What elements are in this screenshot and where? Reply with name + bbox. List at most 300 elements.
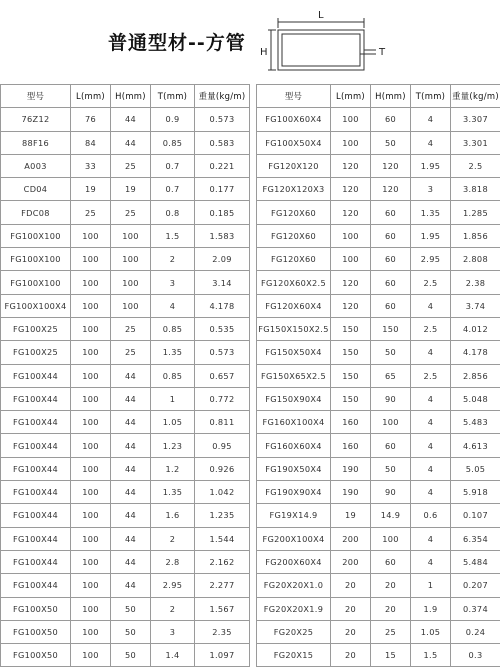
- right-thickness-cell: 4: [411, 387, 451, 410]
- left-weight-cell: 0.573: [195, 108, 250, 131]
- left-length-cell: 100: [71, 457, 111, 480]
- page-header: [0, 0, 500, 84]
- page-title: 普通型材--方管: [108, 28, 246, 55]
- right-model-cell: FG190X90X4: [257, 481, 331, 504]
- right-model-cell: FG120X120: [257, 154, 331, 177]
- left-weight-cell: 0.926: [195, 457, 250, 480]
- square-tube-spec-table: [0, 84, 500, 667]
- left-thickness-cell: 2.8: [151, 550, 195, 573]
- left-height-cell: 100: [111, 248, 151, 271]
- left-height-cell: 19: [111, 178, 151, 201]
- right-thickness-cell: 1.95: [411, 224, 451, 247]
- left-length-cell: 100: [71, 294, 111, 317]
- left-thickness-cell: 0.85: [151, 131, 195, 154]
- left-thickness-cell: 2.95: [151, 574, 195, 597]
- right-weight-cell: 5.05: [451, 457, 500, 480]
- table-body: [1, 108, 500, 667]
- header-height-left: H(mm): [111, 85, 151, 108]
- right-model-cell: FG200X100X4: [257, 527, 331, 550]
- right-height-cell: 60: [371, 108, 411, 131]
- table-row: [1, 341, 500, 364]
- right-height-cell: 90: [371, 387, 411, 410]
- table-gap: [250, 504, 257, 527]
- right-height-cell: 120: [371, 178, 411, 201]
- right-length-cell: 20: [331, 597, 371, 620]
- left-thickness-cell: 1.2: [151, 457, 195, 480]
- left-height-cell: 25: [111, 341, 151, 364]
- left-weight-cell: 0.573: [195, 341, 250, 364]
- right-height-cell: 120: [371, 154, 411, 177]
- right-model-cell: FG120X120X3: [257, 178, 331, 201]
- left-weight-cell: 4.178: [195, 294, 250, 317]
- right-length-cell: 20: [331, 574, 371, 597]
- right-weight-cell: 5.484: [451, 550, 500, 573]
- left-height-cell: 100: [111, 294, 151, 317]
- right-thickness-cell: 1.05: [411, 620, 451, 643]
- header-height-right: H(mm): [371, 85, 411, 108]
- left-height-cell: 25: [111, 154, 151, 177]
- left-model-cell: FG100X100: [1, 271, 71, 294]
- left-length-cell: 100: [71, 224, 111, 247]
- table-gap: [250, 85, 257, 108]
- right-weight-cell: 0.3: [451, 644, 500, 667]
- table-row: [1, 387, 500, 410]
- right-height-cell: 20: [371, 597, 411, 620]
- left-thickness-cell: 1.35: [151, 481, 195, 504]
- left-length-cell: 100: [71, 317, 111, 340]
- left-length-cell: 100: [71, 574, 111, 597]
- table-row: [1, 481, 500, 504]
- left-model-cell: FG100X44: [1, 574, 71, 597]
- right-thickness-cell: 4: [411, 108, 451, 131]
- right-model-cell: FG160X100X4: [257, 411, 331, 434]
- right-height-cell: 60: [371, 224, 411, 247]
- right-weight-cell: 3.307: [451, 108, 500, 131]
- left-height-cell: 44: [111, 387, 151, 410]
- left-weight-cell: 0.535: [195, 317, 250, 340]
- right-length-cell: 150: [331, 364, 371, 387]
- left-height-cell: 44: [111, 434, 151, 457]
- header-model-left: 型号: [1, 85, 71, 108]
- right-weight-cell: 6.354: [451, 527, 500, 550]
- left-thickness-cell: 0.7: [151, 154, 195, 177]
- left-model-cell: FG100X44: [1, 364, 71, 387]
- table-row: [1, 201, 500, 224]
- left-weight-cell: 3.14: [195, 271, 250, 294]
- right-length-cell: 160: [331, 434, 371, 457]
- left-height-cell: 44: [111, 364, 151, 387]
- right-weight-cell: 5.918: [451, 481, 500, 504]
- left-thickness-cell: 0.9: [151, 108, 195, 131]
- left-thickness-cell: 0.85: [151, 364, 195, 387]
- right-model-cell: FG150X50X4: [257, 341, 331, 364]
- right-weight-cell: 1.285: [451, 201, 500, 224]
- right-model-cell: FG150X90X4: [257, 387, 331, 410]
- right-length-cell: 120: [331, 154, 371, 177]
- left-thickness-cell: 1: [151, 387, 195, 410]
- right-length-cell: 120: [331, 271, 371, 294]
- left-length-cell: 100: [71, 341, 111, 364]
- right-weight-cell: 0.207: [451, 574, 500, 597]
- right-height-cell: 20: [371, 574, 411, 597]
- left-model-cell: CD04: [1, 178, 71, 201]
- right-thickness-cell: 4: [411, 411, 451, 434]
- left-model-cell: A003: [1, 154, 71, 177]
- left-length-cell: 100: [71, 481, 111, 504]
- left-weight-cell: 0.221: [195, 154, 250, 177]
- right-height-cell: 100: [371, 527, 411, 550]
- left-length-cell: 25: [71, 201, 111, 224]
- left-thickness-cell: 2: [151, 527, 195, 550]
- right-model-cell: FG120X60X4: [257, 294, 331, 317]
- table-gap: [250, 108, 257, 131]
- right-weight-cell: 0.107: [451, 504, 500, 527]
- left-model-cell: FG100X100X4: [1, 294, 71, 317]
- right-model-cell: FG120X60: [257, 201, 331, 224]
- header-weight-right: 重量(kg/m): [451, 85, 500, 108]
- right-thickness-cell: 2.5: [411, 317, 451, 340]
- table-gap: [250, 574, 257, 597]
- right-height-cell: 50: [371, 131, 411, 154]
- right-weight-cell: 4.178: [451, 341, 500, 364]
- left-model-cell: FG100X25: [1, 341, 71, 364]
- right-length-cell: 190: [331, 481, 371, 504]
- table-gap: [250, 364, 257, 387]
- table-gap: [250, 597, 257, 620]
- left-thickness-cell: 0.8: [151, 201, 195, 224]
- left-length-cell: 100: [71, 644, 111, 667]
- right-weight-cell: 1.856: [451, 224, 500, 247]
- left-weight-cell: 0.657: [195, 364, 250, 387]
- left-model-cell: FG100X44: [1, 457, 71, 480]
- left-length-cell: 100: [71, 597, 111, 620]
- left-model-cell: FG100X44: [1, 550, 71, 573]
- left-length-cell: 100: [71, 620, 111, 643]
- right-weight-cell: 3.818: [451, 178, 500, 201]
- right-height-cell: 90: [371, 481, 411, 504]
- right-thickness-cell: 1.95: [411, 154, 451, 177]
- right-length-cell: 100: [331, 248, 371, 271]
- right-weight-cell: 5.048: [451, 387, 500, 410]
- right-thickness-cell: 1.5: [411, 644, 451, 667]
- right-length-cell: 150: [331, 387, 371, 410]
- left-weight-cell: 1.042: [195, 481, 250, 504]
- right-model-cell: FG120X60X2.5: [257, 271, 331, 294]
- left-model-cell: FG100X50: [1, 597, 71, 620]
- left-model-cell: 76Z12: [1, 108, 71, 131]
- right-height-cell: 60: [371, 201, 411, 224]
- right-model-cell: FG200X60X4: [257, 550, 331, 573]
- left-height-cell: 44: [111, 108, 151, 131]
- left-length-cell: 76: [71, 108, 111, 131]
- right-model-cell: FG150X65X2.5: [257, 364, 331, 387]
- right-weight-cell: 2.38: [451, 271, 500, 294]
- table-gap: [250, 550, 257, 573]
- left-thickness-cell: 1.35: [151, 341, 195, 364]
- left-length-cell: 100: [71, 434, 111, 457]
- left-length-cell: 100: [71, 364, 111, 387]
- tube-inner-outline: [282, 34, 360, 66]
- table-gap: [250, 178, 257, 201]
- right-height-cell: 100: [371, 411, 411, 434]
- left-height-cell: 44: [111, 550, 151, 573]
- left-height-cell: 50: [111, 644, 151, 667]
- left-weight-cell: 1.097: [195, 644, 250, 667]
- table-gap: [250, 248, 257, 271]
- right-length-cell: 100: [331, 224, 371, 247]
- left-height-cell: 44: [111, 574, 151, 597]
- right-weight-cell: 2.5: [451, 154, 500, 177]
- left-weight-cell: 1.583: [195, 224, 250, 247]
- right-thickness-cell: 4: [411, 294, 451, 317]
- right-length-cell: 120: [331, 294, 371, 317]
- left-weight-cell: 1.235: [195, 504, 250, 527]
- left-height-cell: 25: [111, 201, 151, 224]
- right-length-cell: 20: [331, 644, 371, 667]
- left-weight-cell: 0.583: [195, 131, 250, 154]
- length-label: L: [318, 10, 324, 21]
- right-thickness-cell: 2.5: [411, 364, 451, 387]
- left-height-cell: 44: [111, 481, 151, 504]
- left-weight-cell: 1.567: [195, 597, 250, 620]
- right-weight-cell: 5.483: [451, 411, 500, 434]
- table-gap: [250, 317, 257, 340]
- table-row: [1, 504, 500, 527]
- header-thickness-right: T(mm): [411, 85, 451, 108]
- table-header-row: [1, 85, 500, 108]
- header-length-left: L(mm): [71, 85, 111, 108]
- right-height-cell: 60: [371, 248, 411, 271]
- left-weight-cell: 2.09: [195, 248, 250, 271]
- left-model-cell: FG100X100: [1, 248, 71, 271]
- table-row: [1, 364, 500, 387]
- table-row: [1, 574, 500, 597]
- left-length-cell: 100: [71, 248, 111, 271]
- right-length-cell: 100: [331, 108, 371, 131]
- right-length-cell: 200: [331, 550, 371, 573]
- square-tube-diagram: [258, 8, 398, 78]
- right-model-cell: FG19X14.9: [257, 504, 331, 527]
- left-weight-cell: 0.95: [195, 434, 250, 457]
- table-gap: [250, 154, 257, 177]
- right-length-cell: 150: [331, 317, 371, 340]
- left-thickness-cell: 1.05: [151, 411, 195, 434]
- right-thickness-cell: 4: [411, 550, 451, 573]
- right-height-cell: 65: [371, 364, 411, 387]
- right-thickness-cell: 4: [411, 457, 451, 480]
- right-height-cell: 60: [371, 434, 411, 457]
- right-length-cell: 150: [331, 341, 371, 364]
- table-gap: [250, 481, 257, 504]
- right-model-cell: FG20X20X1.9: [257, 597, 331, 620]
- table-gap: [250, 201, 257, 224]
- right-weight-cell: 3.301: [451, 131, 500, 154]
- table-row: [1, 178, 500, 201]
- left-height-cell: 44: [111, 504, 151, 527]
- left-thickness-cell: 1.23: [151, 434, 195, 457]
- table-row: [1, 644, 500, 667]
- header-thickness-left: T(mm): [151, 85, 195, 108]
- right-thickness-cell: 1.9: [411, 597, 451, 620]
- table-gap: [250, 527, 257, 550]
- left-thickness-cell: 0.85: [151, 317, 195, 340]
- left-length-cell: 100: [71, 504, 111, 527]
- left-thickness-cell: 4: [151, 294, 195, 317]
- table-row: [1, 457, 500, 480]
- right-weight-cell: 0.24: [451, 620, 500, 643]
- right-length-cell: 190: [331, 457, 371, 480]
- right-height-cell: 50: [371, 457, 411, 480]
- table-row: [1, 620, 500, 643]
- right-model-cell: FG100X60X4: [257, 108, 331, 131]
- left-length-cell: 100: [71, 550, 111, 573]
- right-thickness-cell: 1: [411, 574, 451, 597]
- table-row: [1, 527, 500, 550]
- left-model-cell: 88F16: [1, 131, 71, 154]
- table-row: [1, 434, 500, 457]
- left-weight-cell: 2.35: [195, 620, 250, 643]
- left-length-cell: 33: [71, 154, 111, 177]
- left-length-cell: 84: [71, 131, 111, 154]
- left-weight-cell: 1.544: [195, 527, 250, 550]
- table-gap: [250, 341, 257, 364]
- left-length-cell: 100: [71, 527, 111, 550]
- left-model-cell: FG100X44: [1, 434, 71, 457]
- right-model-cell: FG100X50X4: [257, 131, 331, 154]
- left-length-cell: 100: [71, 387, 111, 410]
- left-model-cell: FG100X44: [1, 527, 71, 550]
- left-model-cell: FG100X44: [1, 481, 71, 504]
- right-model-cell: FG150X150X2.5: [257, 317, 331, 340]
- right-length-cell: 20: [331, 620, 371, 643]
- right-height-cell: 25: [371, 620, 411, 643]
- table-row: [1, 108, 500, 131]
- left-model-cell: FDC08: [1, 201, 71, 224]
- right-model-cell: FG190X50X4: [257, 457, 331, 480]
- right-weight-cell: 2.856: [451, 364, 500, 387]
- thickness-label: T: [378, 47, 386, 58]
- left-length-cell: 100: [71, 271, 111, 294]
- left-thickness-cell: 1.4: [151, 644, 195, 667]
- header-length-right: L(mm): [331, 85, 371, 108]
- table-gap: [250, 131, 257, 154]
- right-thickness-cell: 4: [411, 481, 451, 504]
- left-model-cell: FG100X50: [1, 644, 71, 667]
- left-model-cell: FG100X44: [1, 504, 71, 527]
- right-thickness-cell: 4: [411, 527, 451, 550]
- table-row: [1, 411, 500, 434]
- left-height-cell: 100: [111, 271, 151, 294]
- right-length-cell: 100: [331, 131, 371, 154]
- left-height-cell: 44: [111, 411, 151, 434]
- left-model-cell: FG100X50: [1, 620, 71, 643]
- right-height-cell: 60: [371, 550, 411, 573]
- table-row: [1, 248, 500, 271]
- header-weight-left: 重量(kg/m): [195, 85, 250, 108]
- left-height-cell: 50: [111, 620, 151, 643]
- left-height-cell: 50: [111, 597, 151, 620]
- right-model-cell: FG120X60: [257, 248, 331, 271]
- table-row: [1, 294, 500, 317]
- table-gap: [250, 224, 257, 247]
- left-height-cell: 44: [111, 527, 151, 550]
- right-length-cell: 160: [331, 411, 371, 434]
- table-row: [1, 224, 500, 247]
- left-thickness-cell: 1.5: [151, 224, 195, 247]
- header-model-right: 型号: [257, 85, 331, 108]
- left-thickness-cell: 3: [151, 271, 195, 294]
- right-height-cell: 50: [371, 341, 411, 364]
- left-height-cell: 25: [111, 317, 151, 340]
- right-thickness-cell: 4: [411, 434, 451, 457]
- left-height-cell: 44: [111, 131, 151, 154]
- right-height-cell: 60: [371, 271, 411, 294]
- table-gap: [250, 271, 257, 294]
- right-thickness-cell: 2.5: [411, 271, 451, 294]
- right-height-cell: 15: [371, 644, 411, 667]
- left-thickness-cell: 3: [151, 620, 195, 643]
- table-row: [1, 550, 500, 573]
- table-row: [1, 597, 500, 620]
- right-thickness-cell: 4: [411, 341, 451, 364]
- left-weight-cell: 0.177: [195, 178, 250, 201]
- left-height-cell: 100: [111, 224, 151, 247]
- right-model-cell: FG120X60: [257, 224, 331, 247]
- right-thickness-cell: 1.35: [411, 201, 451, 224]
- right-thickness-cell: 0.6: [411, 504, 451, 527]
- left-length-cell: 100: [71, 411, 111, 434]
- table-gap: [250, 411, 257, 434]
- table-row: [1, 271, 500, 294]
- left-model-cell: FG100X100: [1, 224, 71, 247]
- left-weight-cell: 2.162: [195, 550, 250, 573]
- table-gap: [250, 387, 257, 410]
- right-model-cell: FG20X15: [257, 644, 331, 667]
- left-thickness-cell: 2: [151, 597, 195, 620]
- left-model-cell: FG100X44: [1, 411, 71, 434]
- left-weight-cell: 0.811: [195, 411, 250, 434]
- table-gap: [250, 457, 257, 480]
- right-weight-cell: 3.74: [451, 294, 500, 317]
- right-weight-cell: 4.613: [451, 434, 500, 457]
- left-model-cell: FG100X25: [1, 317, 71, 340]
- right-length-cell: 19: [331, 504, 371, 527]
- table-gap: [250, 294, 257, 317]
- right-length-cell: 120: [331, 178, 371, 201]
- table-row: [1, 154, 500, 177]
- table-gap: [250, 644, 257, 667]
- table-row: [1, 131, 500, 154]
- right-model-cell: FG20X25: [257, 620, 331, 643]
- right-thickness-cell: 4: [411, 131, 451, 154]
- right-weight-cell: 4.012: [451, 317, 500, 340]
- right-model-cell: FG20X20X1.0: [257, 574, 331, 597]
- height-label: H: [260, 47, 268, 58]
- left-weight-cell: 0.185: [195, 201, 250, 224]
- right-thickness-cell: 3: [411, 178, 451, 201]
- right-length-cell: 200: [331, 527, 371, 550]
- left-model-cell: FG100X44: [1, 387, 71, 410]
- left-thickness-cell: 2: [151, 248, 195, 271]
- right-weight-cell: 0.374: [451, 597, 500, 620]
- right-model-cell: FG160X60X4: [257, 434, 331, 457]
- right-height-cell: 14.9: [371, 504, 411, 527]
- left-thickness-cell: 0.7: [151, 178, 195, 201]
- left-length-cell: 19: [71, 178, 111, 201]
- left-height-cell: 44: [111, 457, 151, 480]
- table-gap: [250, 620, 257, 643]
- left-weight-cell: 0.772: [195, 387, 250, 410]
